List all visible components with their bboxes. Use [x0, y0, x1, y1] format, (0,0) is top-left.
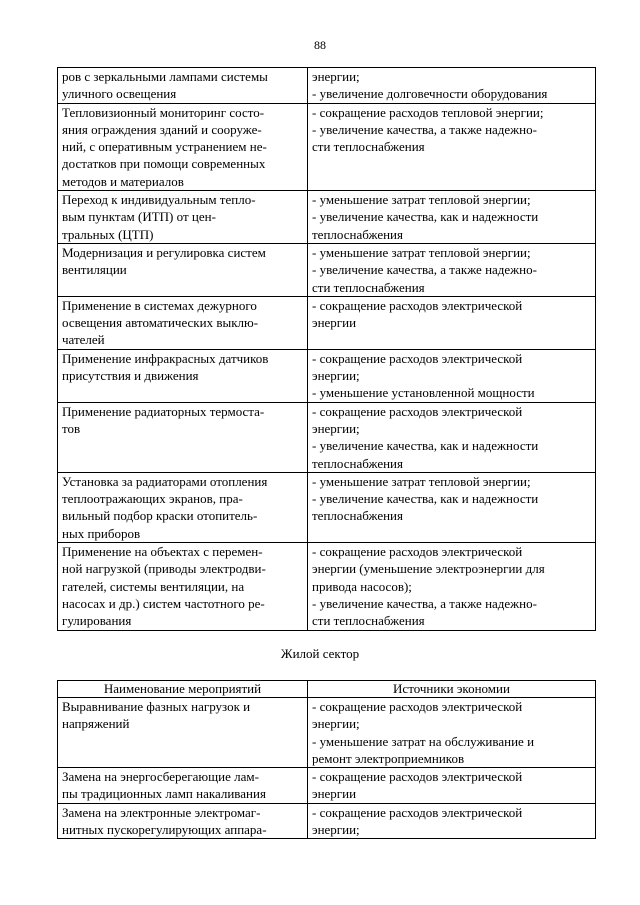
- measure-line: Замена на энергосберегающие лам-: [62, 769, 259, 785]
- section-title: Жилой сектор: [280, 646, 360, 661]
- savings-line: сти теплоснабжения: [312, 139, 425, 155]
- measure-cell: [58, 103, 308, 190]
- table-row: [58, 103, 596, 190]
- measure-cell: [58, 472, 308, 542]
- savings-cell: [308, 803, 596, 839]
- measures-table-body: [58, 68, 596, 631]
- savings-cell: [308, 472, 596, 542]
- measure-line: вильный подбор краски отопитель-: [62, 508, 258, 524]
- measures-table-continued: [57, 67, 596, 631]
- measure-line: вым пунктам (ИТП) от цен-: [62, 209, 216, 225]
- savings-line: энергии: [312, 315, 357, 331]
- savings-cell: [308, 698, 596, 768]
- measure-line: Замена на электронные электромаг-: [62, 804, 261, 820]
- savings-line: энергии;: [312, 368, 360, 384]
- savings-line: энергии;: [312, 69, 360, 84]
- measure-cell: [58, 543, 308, 630]
- savings-line: - увеличение качества, как и надежности: [312, 209, 539, 225]
- measure-cell: [58, 803, 308, 839]
- savings-cell: [308, 103, 596, 190]
- savings-line: - сокращение расходов тепловой энергии;: [312, 104, 544, 120]
- measure-line: гателей, системы вентиляции, на: [62, 578, 245, 594]
- measure-line: теплоотражающих экранов, пра-: [62, 491, 243, 507]
- savings-cell: [308, 543, 596, 630]
- measure-cell: [58, 402, 308, 472]
- savings-line: - увеличение долговечности оборудования: [312, 86, 548, 102]
- measure-line: методов и материалов: [62, 173, 184, 189]
- savings-line: - уменьшение затрат тепловой энергии;: [312, 192, 531, 208]
- savings-line: энергии: [312, 786, 357, 802]
- measure-line: Переход к индивидуальным тепло-: [62, 192, 256, 208]
- savings-line: - увеличение качества, а также надежно-: [312, 595, 537, 611]
- savings-line: сти теплоснабжения: [312, 279, 425, 295]
- savings-line: - увеличение качества, как и надежности: [312, 491, 539, 507]
- measure-line: яния ограждения зданий и сооруже-: [62, 121, 262, 137]
- savings-line: - увеличение качества, а также надежно-: [312, 262, 537, 278]
- measure-line: уличного освещения: [62, 86, 177, 102]
- measure-cell: [58, 349, 308, 402]
- savings-line: энергии;: [312, 822, 360, 838]
- savings-cell: [308, 191, 596, 244]
- residential-table-body: [58, 698, 596, 839]
- measure-line: насосах и др.) систем частотного ре-: [62, 595, 265, 611]
- measure-line: пы традиционных ламп накаливания: [62, 786, 266, 802]
- measure-line: достатков при помощи современных: [62, 156, 266, 172]
- savings-line: - сокращение расходов электрической: [312, 699, 523, 714]
- savings-line: энергии;: [312, 716, 360, 732]
- table-row: [58, 243, 596, 296]
- measure-line: Модернизация и регулировка систем: [62, 244, 266, 260]
- measure-line: ний, с оперативным устранением не-: [62, 139, 267, 155]
- savings-line: - сокращение расходов электрической: [312, 297, 523, 313]
- page-number: 88: [314, 38, 326, 52]
- header-measure-name: Наименование мероприятий: [58, 681, 308, 698]
- measure-line: Применение на объектах с перемен-: [62, 544, 263, 560]
- savings-cell: [308, 768, 596, 804]
- savings-line: энергии;: [312, 420, 360, 436]
- measure-line: ров с зеркальными лампами системы: [62, 69, 268, 84]
- table-row: [58, 803, 596, 839]
- measure-line: вентиляции: [62, 262, 127, 278]
- savings-cell: [308, 243, 596, 296]
- measure-cell: [58, 68, 308, 104]
- savings-line: - уменьшение затрат тепловой энергии;: [312, 244, 531, 260]
- savings-line: - сокращение расходов электрической: [312, 544, 523, 560]
- table-row: [58, 543, 596, 630]
- table-row: [58, 191, 596, 244]
- measure-line: Установка за радиаторами отопления: [62, 473, 268, 489]
- measure-line: Применение инфракрасных датчиков: [62, 350, 269, 366]
- savings-line: - уменьшение затрат тепловой энергии;: [312, 473, 531, 489]
- measure-line: гулирования: [62, 613, 132, 629]
- table-header-row: [58, 681, 596, 698]
- table-row: [58, 402, 596, 472]
- savings-line: - увеличение качества, а также надежно-: [312, 121, 537, 137]
- table-row: [58, 349, 596, 402]
- savings-cell: [308, 296, 596, 349]
- table-row: [58, 472, 596, 542]
- savings-line: - сокращение расходов электрической: [312, 350, 523, 366]
- measure-cell: [58, 698, 308, 768]
- residential-measures-table: [57, 680, 596, 839]
- measure-line: тов: [62, 420, 81, 436]
- measure-line: Тепловизионный мониторинг состо-: [62, 104, 265, 120]
- savings-line: сти теплоснабжения: [312, 613, 425, 629]
- savings-line: - сокращение расходов электрической: [312, 804, 523, 820]
- measure-line: присутствия и движения: [62, 368, 199, 384]
- savings-line: привода насосов);: [312, 578, 412, 594]
- measure-line: ной нагрузкой (приводы электродви-: [62, 561, 266, 577]
- header-savings-sources: Источники экономии: [308, 681, 596, 698]
- savings-line: - сокращение расходов электрической: [312, 403, 523, 419]
- savings-line: ремонт электроприемников: [312, 750, 465, 766]
- savings-cell: [308, 349, 596, 402]
- savings-line: - сокращение расходов электрической: [312, 769, 523, 785]
- measure-line: ных приборов: [62, 525, 141, 541]
- savings-line: теплоснабжения: [312, 226, 403, 242]
- measure-cell: [58, 191, 308, 244]
- savings-line: - уменьшение затрат на обслуживание и: [312, 733, 535, 749]
- savings-cell: [308, 68, 596, 104]
- measure-line: нитных пускорегулирующих аппара-: [62, 822, 267, 838]
- measure-line: тральных (ЦТП): [62, 226, 154, 242]
- measure-cell: [58, 243, 308, 296]
- measure-line: Применение радиаторных термоста-: [62, 403, 265, 419]
- table-row: [58, 698, 596, 768]
- savings-line: теплоснабжения: [312, 455, 403, 471]
- savings-line: энергии (уменьшение электроэнергии для: [312, 561, 545, 577]
- savings-line: теплоснабжения: [312, 508, 403, 524]
- measure-line: напряжений: [62, 716, 130, 732]
- table-row: [58, 768, 596, 804]
- savings-cell: [308, 402, 596, 472]
- measure-line: чателей: [62, 332, 105, 348]
- measure-line: Выравнивание фазных нагрузок и: [62, 699, 251, 714]
- savings-line: - увеличение качества, как и надежности: [312, 438, 539, 454]
- measure-line: Применение в системах дежурного: [62, 297, 257, 313]
- measure-cell: [58, 296, 308, 349]
- table-row: [58, 68, 596, 104]
- measure-cell: [58, 768, 308, 804]
- table-row: [58, 296, 596, 349]
- measure-line: освещения автоматических выклю-: [62, 315, 259, 331]
- savings-line: - уменьшение установленной мощности: [312, 385, 535, 401]
